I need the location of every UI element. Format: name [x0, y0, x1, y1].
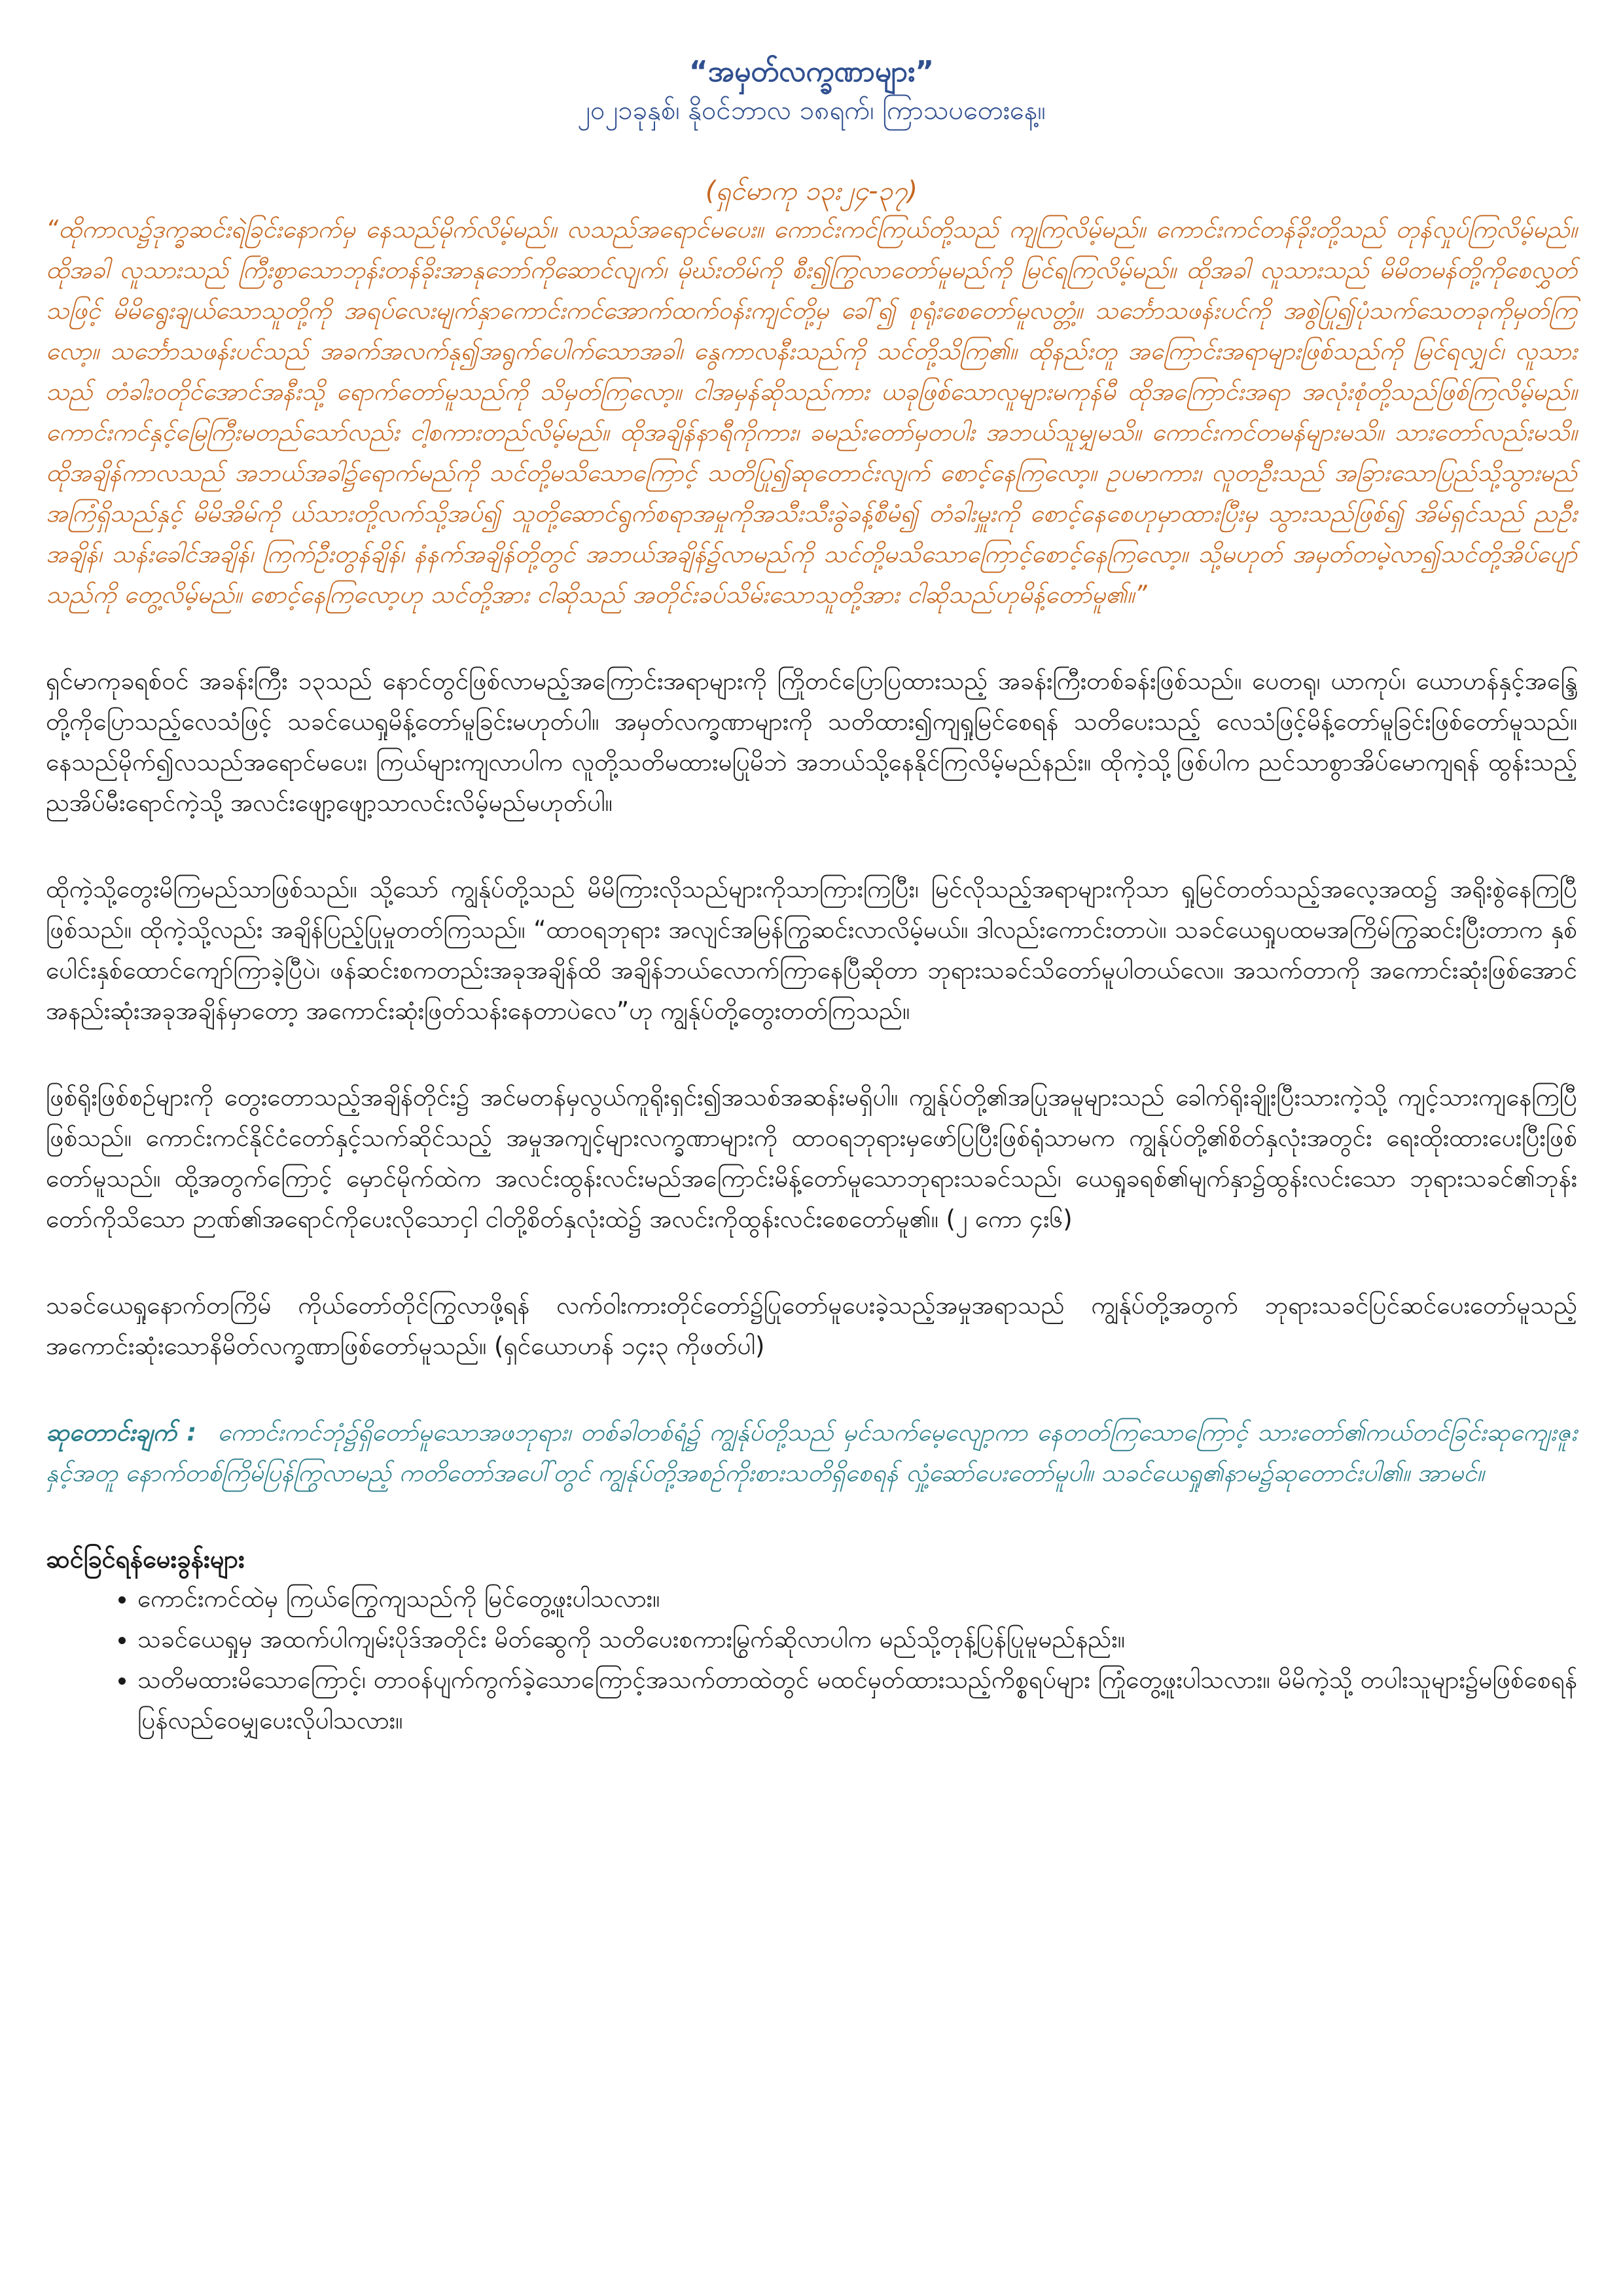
questions-list	[46, 1579, 1577, 1741]
questions-heading: ဆင်ခြင်ရန်မေးခွန်းများ	[46, 1545, 245, 1573]
prayer-text: ကောင်းကင်ဘုံ၌ရှိတော်မူသောအဖဘုရား၊ တစ်ခါတစ်ရံ၌ ကျွန်ုပ်တို့သည် မှင်သက်မေ့လျော့ကာ နေတတ်ကြသောကြောင့် သားတော်၏ကယ်တင်ခြင်းဆုကျေးဇူးနှင့်အတူ နောက်တစ်ကြိမ်ပြန်ကြွလာမည့် ကတိတော်အပေါ်တွင် ကျွန်ုပ်တို့အစဉ်ကိုးစားသတိရှိစေရန် လှုံ့ဆော်ပေးတော်မူပါ။ သခင်ယေရှု၏နာမ၌ဆုတောင်းပါ၏။ အာမင်။	[46, 1418, 1578, 1487]
body-paragraph-4: သခင်ယေရှုနောက်တကြိမ် ကိုယ်တော်တိုင်ကြွလာဖို့ရန် လက်ဝါးကားတိုင်တော်၌ပြုတော်မူပေးခဲ့သည့်အမှုအရာသည် ကျွန်ုပ်တို့အတွက် ဘုရားသခင်ပြင်ဆင်ပေးတော်မူသည့် အကောင်းဆုံးသောနိမိတ်လက္ခဏာဖြစ်တော်မူသည်။ (ရှင်ယောဟန် ၁၄း၃ ကိုဖတ်ပါ)	[46, 1291, 1577, 1360]
dateline: ၂၀၂၁ခုနှစ်၊ နိုဝင်ဘာလ ၁၈ရက်၊ ကြာသပတေးနေ့။	[577, 96, 1046, 126]
prayer-label: ဆုတောင်းချက် :	[46, 1418, 197, 1446]
devotional-page	[46, 52, 1577, 1741]
body-paragraph-2: ထိုကဲ့သို့တွေးမိကြမည်သာဖြစ်သည်။ သို့သော် ကျွန်ုပ်တို့သည် မိမိကြားလိုသည်များကိုသာကြားကြပြီး၊ မြင်လိုသည့်အရာများကိုသာ ရှုမြင်တတ်သည့်အလေ့အထ၌ အရိုးစွဲနေကြပြီဖြစ်သည်။ ထိုကဲ့သို့လည်း အချိန်ပြည့်ပြုမှုတတ်ကြသည်။ “ထာဝရဘုရား အလျင်အမြန်ကြွဆင်းလာလိမ့်မယ်။ ဒါလည်းကောင်းတာပဲ။ သခင်ယေရှုပထမအကြိမ်ကြွဆင်းပြီးတာက နှစ်ပေါင်းနှစ်ထောင်ကျော်ကြာခဲ့ပြီပဲ၊ ဖန်ဆင်းစကတည်းအခုအချိန်ထိ အချိန်ဘယ်လောက်ကြာနေပြီဆိုတာ ဘုရားသခင်သိတော်မူပါတယ်လေ။ အသက်တာကို အကောင်းဆုံးဖြစ်အောင် အနည်းဆုံးအခုအချိန်မှာတော့ အကောင်းဆုံးဖြတ်သန်းနေတာပဲလေ”ဟု ကျွန်ုပ်တို့တွေးတတ်ကြသည်။	[46, 875, 1577, 1025]
scripture-reference: (ရှင်မာကု ၁၃း၂၄-၃၇)	[705, 176, 918, 206]
question-item: • ကောင်းကင်ထဲမှ ကြယ်ကြွေကျသည်ကို မြင်တွေ့ဖူးပါသလား။	[137, 1579, 1577, 1619]
page-title: “အမှတ်လက္ခဏာများ”	[688, 55, 935, 88]
question-item: • သတိမထားမိသောကြောင့်၊ တာဝန်ပျက်ကွက်ခဲ့သောကြောင့်အသက်တာထဲတွင် မထင်မှတ်ထားသည့်ကိစ္စရပ်များ ကြုံတွေ့ဖူးပါသလား။ မိမိကဲ့သို့ တပါးသူများ၌မဖြစ်စေရန် ပြန်လည်ဝေမျှပေးလိုပါသလား။	[137, 1660, 1577, 1741]
prayer-block	[46, 1412, 1577, 1494]
body-paragraph-1: ရှင်မာကုခရစ်ဝင် အခန်းကြီး ၁၃သည် နောင်တွင်ဖြစ်လာမည့်အကြောင်းအရာများကို ကြိုတင်ပြောပြထားသည့် အခန်းကြီးတစ်ခန်းဖြစ်သည်။ ပေတရု၊ ယာကုပ်၊ ယောဟန်နှင့်အန္ဒြေတို့ကိုပြောသည့်လေသံဖြင့် သခင်ယေရှုမိန့်တော်မူခြင်းမဟုတ်ပါ။ အမှတ်လက္ခဏာများကို သတိထား၍ကျရှုမြင်စေရန် သတိပေးသည့် လေသံဖြင့်မိန့်တော်မူခြင်းဖြစ်တော်မူသည်။ နေသည်မိုက်၍လသည်အရောင်မပေး၊ ကြယ်များကျလာပါက လူတို့သတိမထားမပြုမိဘဲ အဘယ်သို့နေနိုင်ကြလိမ့်မည်နည်း။ ထိုကဲ့သို့ဖြစ်ပါက ညင်သာစွာအိပ်မောကျရန် ထွန်းသည့်ညအိပ်မီးရောင်ကဲ့သို့ အလင်းဖျော့ဖျော့သာလင်းလိမ့်မည်မဟုတ်ပါ။	[46, 667, 1577, 817]
question-item: • သခင်ယေရှုမှ အထက်ပါကျမ်းပိုဒ်အတိုင်း မိတ်ဆွေကို သတိပေးစကားမြွက်ဆိုလာပါက မည်သို့တုန့်ပြန်ပြုမူမည်နည်း။	[137, 1619, 1577, 1660]
body-paragraph-3: ဖြစ်ရိုးဖြစ်စဉ်များကို တွေးတောသည့်အချိန်တိုင်း၌ အင်မတန်မှလွယ်ကူရိုးရှင်း၍အသစ်အဆန်းမရှိပါ။ ကျွန်ုပ်တို့၏အပြုအမူများသည် ခေါက်ရိုးချိုးပြီးသားကဲ့သို့ ကျင့်သားကျနေကြပြီဖြစ်သည်။ ကောင်းကင်နိုင်ငံတော်နှင့်သက်ဆိုင်သည့် အမှုအကျင့်များလက္ခဏာများကို ထာဝရဘုရားမှဖော်ပြပြီးဖြစ်ရုံသာမက ကျွန်ုပ်တို့၏စိတ်နှလုံးအတွင်း ရေးထိုးထားပေးပြီးဖြစ်တော်မူသည်။ ထို့အတွက်ကြောင့် မှောင်မိုက်ထဲက အလင်းထွန်းလင်းမည်အကြောင်းမိန့်တော်မူသောဘုရားသခင်သည်၊ ယေရှုခရစ်၏မျက်နှာ၌ထွန်းလင်းသော ဘုရားသခင်၏ဘုန်းတော်ကိုသိသော ဉာဏ်၏အရောင်ကိုပေးလိုသောငှါ ငါတို့စိတ်နှလုံးထဲ၌ အလင်းကိုထွန်းလင်းစေတော်မူ၏။ (၂ ကော ၄း၆)	[46, 1083, 1577, 1233]
scripture-passage: “ထိုကာလ၌ဒုက္ခဆင်းရဲခြင်းနောက်မှ နေသည်မိုက်လိမ့်မည်။ လသည်အရောင်မပေး။ ကောင်းကင်ကြယ်တို့သည် ကျကြလိမ့်မည်။ ကောင်းကင်တန်ခိုးတို့သည် တုန်လှုပ်ကြလိမ့်မည်။ ထိုအခါ လူသားသည် ကြီးစွာသောဘုန်းတန်ခိုးအာနုဘော်ကိုဆောင်လျက်၊ မိုဃ်းတိမ်ကို စီး၍ကြွလာတော်မူမည်ကို မြင်ရကြလိမ့်မည်။ ထိုအခါ လူသားသည် မိမိတမန်တို့ကိုစေလွှတ်သဖြင့် မိမိရွေးချယ်သောသူတို့ကို အရပ်လေးမျက်နှာကောင်းကင်အောက်ထက်ဝန်းကျင်တို့မှ ခေါ်၍ စုရုံးစေတော်မူလတ္တံ့။ သင်္ဘောသဖန်းပင်ကို အစွဲပြု၍ပုံသက်သေတခုကိုမှတ်ကြလော့။ သင်္ဘောသဖန်းပင်သည် အခက်အလက်နု၍အရွက်ပေါက်သောအခါ၊ နွေကာလနီးသည်ကို သင်တို့သိကြ၏။ ထိုနည်းတူ အကြောင်းအရာများဖြစ်သည်ကို မြင်ရလျှင်၊ လူသားသည် တံခါးဝတိုင်အောင်အနီးသို့ ရောက်တော်မူသည်ကို သိမှတ်ကြလော့။ ငါအမှန်ဆိုသည်ကား ယခုဖြစ်သောလူများမကုန်မီ ထိုအကြောင်းအရာ အလုံးစုံတို့သည်ဖြစ်ကြလိမ့်မည်။ ကောင်းကင်နှင့်မြေကြီးမတည်သော်လည်း ငါ့စကားတည်လိမ့်မည်။ ထိုအချိန်နာရီကိုကား၊ ခမည်းတော်မှတပါး အဘယ်သူမျှမသိ။ ကောင်းကင်တမန်များမသိ။ သားတော်လည်းမသိ။ ထိုအချိန်ကာလသည် အဘယ်အခါ၌ရောက်မည်ကို သင်တို့မသိသောကြောင့် သတိပြု၍ဆုတောင်းလျက် စောင့်နေကြလော့။ ဥပမာကား၊ လူတဦးသည် အခြားသောပြည်သို့သွားမည်အကြံရှိသည်နှင့် မိမိအိမ်ကို ယ်သားတို့လက်သို့အပ်၍ သူတို့ဆောင်ရွက်စရာအမှုကိုအသီးသီးခွဲခန့်စီမံ၍ တံခါးမှူးကို စောင့်နေစေဟုမှာထားပြီးမှ သွားသည်ဖြစ်၍ အိမ်ရှင်သည် ညဦးအချိန်၊ သန်းခေါင်အချိန်၊ ကြက်ဦးတွန်ချိန်၊ နံနက်အချိန်တို့တွင် အဘယ်အချိန်၌လာမည်ကို သင်တို့မသိသောကြောင့်စောင့်နေကြလော့။ သို့မဟုတ် အမှတ်တမဲ့လာ၍သင်တို့အိပ်ပျော်သည်ကို တွေ့လိမ့်မည်။ စောင့်နေကြလော့ဟု သင်တို့အား ငါဆိုသည် အတိုင်းခပ်သိမ်းသောသူတို့အား ငါဆိုသည်ဟုမိန့်တော်မူ၏။”	[46, 215, 1577, 609]
